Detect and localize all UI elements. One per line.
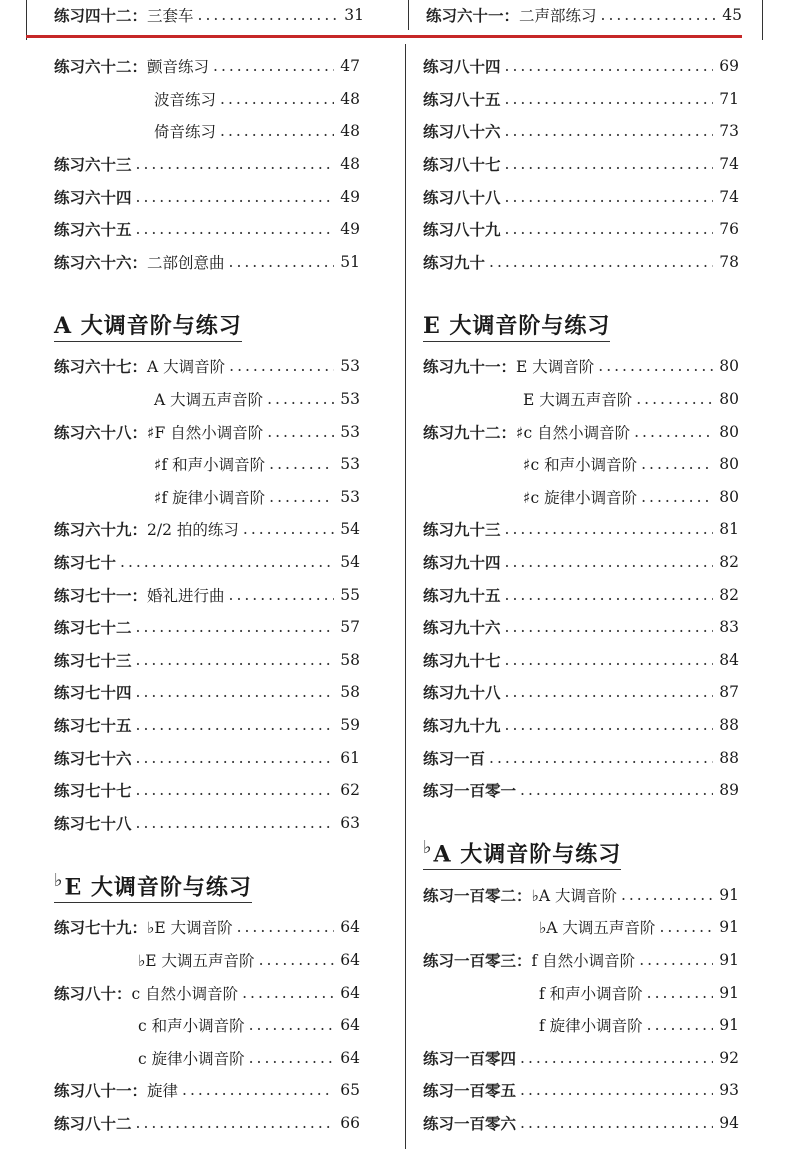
leader-dots [136,1114,334,1132]
toc-page-number: 83 [719,618,739,637]
toc-label: 练习七十七 [54,781,132,801]
toc-entry [423,676,739,709]
leader-dots [249,1049,334,1067]
toc-entry [54,806,360,839]
toc-title: ♯c 和声小调音阶 [523,456,638,475]
toc-page-number: 62 [340,781,360,800]
leader-dots [136,749,334,767]
toc-page-number: 94 [719,1113,739,1132]
toc-top-entry-left [54,0,364,30]
toc-title: 颤音练习 [147,58,210,77]
toc-title: ♭A 大调五声音阶 [539,919,656,938]
toc-page-number: 89 [719,781,739,800]
top-column-divider [408,0,409,30]
toc-entry [423,546,739,579]
leader-dots [136,155,334,173]
toc-page-number: 48 [340,122,360,141]
toc-title: c 旋律小调音阶 [138,1049,245,1068]
toc-entry [54,115,360,148]
toc-page-number: 45 [722,6,742,24]
toc-title: ♭A 大调音阶 [531,886,617,905]
toc-page-number: 65 [340,1081,360,1100]
leader-dots [198,6,338,24]
leader-dots [229,357,334,375]
leader-dots [213,57,334,75]
toc-page-number: 88 [719,748,739,767]
toc-label: 练习八十一： [54,1081,148,1101]
toc-title: ♭E 大调音阶 [147,919,233,938]
toc-page-number: 51 [340,252,360,271]
leader-dots [267,390,334,408]
toc-label: 练习八十六 [423,122,501,142]
toc-title: c 自然小调音阶 [131,984,239,1003]
toc-page-number: 73 [719,122,739,141]
toc-title: ♯f 和声小调音阶 [154,456,266,475]
toc-entry [423,1074,739,1107]
leader-dots [520,1081,713,1099]
flat-sign-icon: ♭ [54,869,64,891]
toc-label: 练习八十八 [423,187,501,207]
leader-dots [505,57,713,75]
leader-dots [136,781,334,799]
toc-label: 练习八十二 [54,1113,132,1133]
leader-dots [229,253,334,271]
toc-title: 二声部练习 [519,7,597,25]
toc-label: 练习七十九： [54,918,148,938]
toc-label: 练习六十七： [54,357,148,377]
toc-label: 练习一百零三： [423,950,532,970]
leader-dots [639,951,713,969]
leader-dots [136,618,334,636]
toc-page-number: 88 [719,715,739,734]
toc-title: ♭E 大调五声音阶 [138,951,255,970]
leader-dots [489,253,713,271]
toc-top-entry-right [426,0,742,30]
leader-dots [267,423,334,441]
toc-label: 练习九十四 [423,553,501,573]
toc-page-number: 53 [340,390,360,409]
toc-title: ♯f 旋律小调音阶 [154,488,266,507]
section-heading [423,824,739,870]
toc-page-number: 84 [719,650,739,669]
leader-dots [269,488,334,506]
toc-entry [423,741,739,774]
toc-label: 练习七十 [54,553,117,573]
toc-title: ♯c 自然小调音阶 [516,423,631,442]
toc-entry [423,1041,739,1074]
toc-label: 练习一百零二： [423,885,532,905]
toc-title: ♯c 旋律小调音阶 [523,488,638,507]
leader-dots [520,1114,713,1132]
leader-dots [229,586,334,604]
toc-label: 练习一百零六 [423,1113,517,1133]
toc-entry [54,213,360,246]
toc-page-number: 64 [340,950,360,969]
toc-group [423,50,739,278]
toc-entry [54,383,360,416]
toc-page-number: 64 [340,918,360,937]
toc-page-number: 74 [719,155,739,174]
leader-dots [243,520,334,538]
toc-page-number: 49 [340,187,360,206]
toc-page-number: 54 [340,520,360,539]
toc-page-number: 48 [340,155,360,174]
toc-entry [54,911,360,944]
toc-entry [54,350,360,383]
column-divider [405,44,406,1149]
toc-page-number: 82 [719,553,739,572]
leader-dots [120,553,334,571]
toc-label: 练习一百零四 [423,1048,517,1068]
toc-page-number: 53 [340,455,360,474]
toc-page-number: 49 [340,220,360,239]
toc-page-number: 63 [340,813,360,832]
toc-page-number: 55 [340,585,360,604]
toc-label: 练习七十二 [54,618,132,638]
leader-dots [647,1016,713,1034]
leader-dots [641,455,713,473]
toc-label: 练习九十六 [423,618,501,638]
leader-dots [641,488,713,506]
leader-dots [636,390,713,408]
leader-dots [220,122,334,140]
toc-entry [423,350,739,383]
leader-dots [259,951,334,969]
leader-dots [520,1049,713,1067]
toc-entry [54,148,360,181]
toc-group [423,350,739,806]
section-heading [423,296,739,342]
toc-page-number: 59 [340,715,360,734]
toc-entry [423,911,739,944]
toc-page-number: 87 [719,683,739,702]
leader-dots [505,90,713,108]
toc-page-number: 80 [719,422,739,441]
leader-dots [520,781,713,799]
toc-entry [423,944,739,977]
leader-dots [505,553,713,571]
leader-dots [249,1016,334,1034]
toc-title: 三套车 [147,7,194,25]
toc-page-number: 91 [719,983,739,1002]
toc-entry [423,115,739,148]
leader-dots [489,749,713,767]
toc-label: 练习一百零一 [423,781,517,801]
toc-label: 练习七十五 [54,715,132,735]
toc-entry [54,246,360,279]
toc-label: 练习七十四 [54,683,132,703]
toc-label: 练习七十六 [54,748,132,768]
toc-entry [54,774,360,807]
toc-entry [54,976,360,1009]
leader-dots [647,984,713,1002]
toc-title: 婚礼进行曲 [147,586,225,605]
page-frame-right [762,0,763,40]
toc-entry [54,83,360,116]
toc-entry [423,611,739,644]
leader-dots [242,984,334,1002]
toc-page-number: 80 [719,487,739,506]
toc-label: 练习九十五 [423,585,501,605]
leader-dots [601,6,716,24]
toc-title: ♯F 自然小调音阶 [147,423,264,442]
leader-dots [505,586,713,604]
leader-dots [505,188,713,206]
toc-page-number: 91 [719,885,739,904]
leader-dots [598,357,713,375]
toc-page-number: 66 [340,1113,360,1132]
toc-page-number: 64 [340,1016,360,1035]
leader-dots [136,220,334,238]
toc-page-number: 58 [340,650,360,669]
toc-entry [423,180,739,213]
section-title: ♭E 大调音阶与练习 [54,870,252,903]
toc-page-number: 69 [719,57,739,76]
toc-entry [54,1041,360,1074]
toc-label: 练习九十二： [423,422,517,442]
toc-page-number: 80 [719,357,739,376]
toc-entry [423,513,739,546]
toc-label: 练习六十六： [54,252,148,272]
toc-label: 练习六十八： [54,422,148,442]
toc-page-number: 48 [340,89,360,108]
leader-dots [505,716,713,734]
toc-label: 练习八十五 [423,89,501,109]
leader-dots [505,520,713,538]
toc-page-number: 53 [340,487,360,506]
leader-dots [136,716,334,734]
toc-entry [423,213,739,246]
toc-title: 2/2 拍的练习 [147,521,239,540]
leader-dots [505,220,713,238]
toc-entry [54,1107,360,1140]
toc-label: 练习八十四 [423,57,501,77]
section-heading [54,296,360,342]
toc-entry [423,448,739,481]
toc-page-number: 58 [340,683,360,702]
leader-dots [505,155,713,173]
leader-dots [237,918,334,936]
toc-group [54,50,360,278]
toc-entry [423,1009,739,1042]
toc-title: f 自然小调音阶 [531,951,636,970]
toc-entry [54,709,360,742]
toc-title: A 大调五声音阶 [154,391,264,410]
toc-left-column [54,50,360,1139]
toc-title: E 大调音阶 [516,358,595,377]
toc-label: 练习九十七 [423,650,501,670]
toc-right-column [423,50,739,1139]
section-title: ♭A 大调音阶与练习 [423,837,621,870]
toc-entry [54,1009,360,1042]
leader-dots [659,918,713,936]
leader-dots [136,651,334,669]
leader-dots [505,618,713,636]
red-header-rule [26,35,742,38]
leader-dots [269,455,334,473]
section-title: E 大调音阶与练习 [423,309,610,342]
toc-label: 练习八十九 [423,220,501,240]
toc-page-number: 57 [340,618,360,637]
leader-dots [136,814,334,832]
toc-entry [54,50,360,83]
toc-page-number: 54 [340,553,360,572]
leader-dots [505,651,713,669]
toc-title: f 和声小调音阶 [539,984,643,1003]
toc-entry [54,741,360,774]
toc-entry [423,644,739,677]
toc-entry [423,50,739,83]
leader-dots [634,423,713,441]
toc-group [423,878,739,1139]
section-heading [54,857,360,903]
toc-page-number: 92 [719,1048,739,1067]
toc-label: 练习八十七 [423,155,501,175]
toc-title: c 和声小调音阶 [138,1017,245,1036]
leader-dots [182,1081,334,1099]
toc-page-number: 93 [719,1081,739,1100]
leader-dots [136,188,334,206]
toc-entry [423,878,739,911]
toc-entry [423,976,739,1009]
toc-entry [54,448,360,481]
toc-title: E 大调五声音阶 [523,391,633,410]
toc-label: 练习六十一： [426,6,520,25]
leader-dots [136,683,334,701]
toc-entry [423,578,739,611]
toc-entry [423,383,739,416]
toc-title: 二部创意曲 [147,253,225,272]
toc-entry [54,481,360,514]
toc-entry [54,546,360,579]
toc-entry [423,481,739,514]
toc-label: 练习九十一： [423,357,517,377]
flat-sign-icon: ♭ [423,837,433,859]
toc-label: 练习九十三 [423,520,501,540]
toc-label: 练习九十八 [423,683,501,703]
toc-entry [54,611,360,644]
toc-label: 练习六十四 [54,187,132,207]
toc-page-number: 80 [719,390,739,409]
toc-label: 练习六十二： [54,57,148,77]
toc-page-number: 64 [340,983,360,1002]
toc-entry [423,148,739,181]
toc-page-number: 81 [719,520,739,539]
toc-entry [423,1107,739,1140]
toc-entry [54,676,360,709]
toc-label: 练习八十： [54,983,132,1003]
toc-label: 练习七十三 [54,650,132,670]
toc-group [54,350,360,839]
toc-page-number: 82 [719,585,739,604]
toc-page-number: 71 [719,89,739,108]
toc-title: 倚音练习 [154,123,217,142]
toc-page-number: 78 [719,252,739,271]
toc-label: 练习六十五 [54,220,132,240]
toc-label: 练习九十九 [423,715,501,735]
toc-label: 练习一百零五 [423,1081,517,1101]
toc-entry [54,513,360,546]
toc-label: 练习六十九： [54,520,148,540]
toc-entry [423,246,739,279]
toc-label: 练习六十三 [54,155,132,175]
page-frame-left [26,0,27,40]
toc-title: 旋律 [147,1082,179,1101]
toc-entry [423,774,739,807]
toc-entry [423,709,739,742]
toc-page-number: 31 [344,6,364,24]
leader-dots [505,683,713,701]
toc-entry [423,415,739,448]
toc-title: A 大调音阶 [147,358,226,377]
section-title: A 大调音阶与练习 [54,309,242,342]
toc-entry [54,578,360,611]
toc-page-number: 80 [719,455,739,474]
toc-page-number: 53 [340,422,360,441]
toc-label: 练习七十一： [54,585,148,605]
toc-label: 练习九十 [423,252,486,272]
toc-page-number: 74 [719,187,739,206]
toc-page-number: 64 [340,1048,360,1067]
toc-page-number: 47 [340,57,360,76]
toc-page-number: 91 [719,1016,739,1035]
toc-entry [54,180,360,213]
toc-title: 波音练习 [154,90,217,109]
toc-page-number: 91 [719,918,739,937]
toc-label: 练习四十二： [54,6,148,25]
toc-entry [54,415,360,448]
leader-dots [505,122,713,140]
toc-page-number: 53 [340,357,360,376]
toc-page-number: 61 [340,748,360,767]
toc-label: 练习一百 [423,748,486,768]
leader-dots [220,90,334,108]
toc-entry [54,944,360,977]
toc-title: f 旋律小调音阶 [539,1017,643,1036]
toc-group [54,911,360,1139]
toc-entry [54,644,360,677]
toc-page-number: 76 [719,220,739,239]
toc-entry [423,83,739,116]
toc-entry [54,1074,360,1107]
toc-label: 练习七十八 [54,813,132,833]
toc-page-number: 91 [719,950,739,969]
leader-dots [621,886,713,904]
